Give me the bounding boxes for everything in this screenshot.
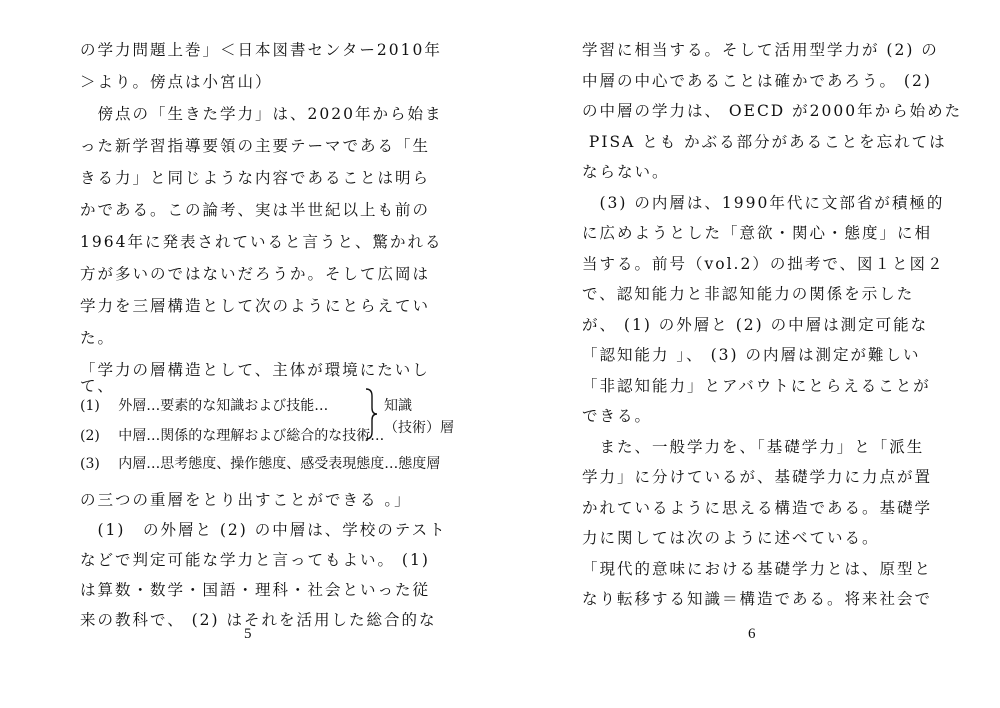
- body-line: また、一般学力を、「基礎学力」と「派生: [582, 437, 925, 456]
- body-line: 「非認知能力」とアバウトにとらえることが: [582, 376, 931, 395]
- body-line: は算数・数学・国語・理科・社会といった従: [80, 581, 431, 599]
- body-line: 方が多いのではないだろうか。そして広岡は: [80, 265, 431, 283]
- body-line: の三つの重層をとり出すことができる 。」: [80, 491, 412, 509]
- body-line: かれているように思える構造である。基礎学: [582, 498, 933, 517]
- body-line: て、: [80, 377, 115, 395]
- body-line: なり転移する知識＝構造である。将来社会で: [582, 590, 933, 608]
- body-line: (3) の内層は、1990年代に文部省が積極的: [582, 193, 945, 212]
- side-label-knowledge: 知識: [384, 398, 412, 414]
- side-label-skill-layer: （技術）層: [384, 420, 454, 436]
- body-line: で、認知能力と非認知能力の関係を示した: [582, 285, 915, 303]
- body-line: 当する。前号（vol.2）の拙考で、図１と図２: [582, 254, 945, 273]
- right-page: [500, 0, 1000, 708]
- body-line: の中層の学力は、 OECD が2000年から始めた: [582, 102, 963, 120]
- body-line: 学力を三層構造として次のようにとらえてい: [80, 297, 431, 315]
- body-line: の学力問題上巻」＜日本図書センター2010年: [80, 41, 442, 59]
- body-line: 傍点の「生きた学力」は、2020年から始ま: [80, 105, 443, 123]
- body-line: 力に関しては次のように述べている。: [582, 529, 880, 547]
- body-line: かである。この論考、実は半世紀以上も前の: [80, 201, 431, 219]
- body-line: PISA とも かぶる部分があることを忘れては: [582, 132, 947, 151]
- body-line: 中層の中心であることは確かであろう。 (2): [582, 71, 932, 90]
- body-line: が、 (1) の外層と (2) の中層は測定可能な: [582, 315, 929, 334]
- list-item: (1) 外層…要素的な知識および技能…: [80, 398, 329, 414]
- body-line: た。: [80, 329, 116, 347]
- body-line: ならない。: [582, 163, 670, 181]
- body-line: (1) の外層と (2) の中層は、学校のテスト: [80, 521, 447, 539]
- body-line: 学力」に分けているが、基礎学力に力点が置: [582, 468, 933, 486]
- body-line: 「認知能力 」、 (3) の内層は測定が難しい: [582, 346, 921, 364]
- body-line: 1964年に発表されていると言うと、驚かれる: [80, 233, 443, 251]
- body-line: 「現代的意味における基礎学力とは、原型と: [582, 559, 933, 578]
- body-line: 学習に相当する。そして活用型学力が (2) の: [582, 41, 939, 59]
- body-line: 「学力の層構造として、主体が環境にたいし: [80, 361, 430, 379]
- list-item: (3) 内層…思考態度、操作態度、感受表現態度…態度層: [80, 456, 441, 472]
- curly-brace-icon: [364, 388, 378, 440]
- page-number: 6: [748, 625, 756, 642]
- body-line: きる力」と同じような内容であることは明ら: [80, 169, 431, 187]
- body-line: った新学習指導要領の主要テーマである「生: [80, 137, 431, 155]
- list-item: (2) 中層…関係的な理解および総合的な技術…: [80, 428, 385, 444]
- page-number: 5: [244, 625, 252, 642]
- body-line: に広めようとした「意欲・関心・態度」に相: [582, 224, 933, 242]
- body-line: ＞より。傍点は小宮山）: [80, 73, 273, 91]
- body-line: などで判定可能な学力と言ってもよい。 (1): [80, 551, 430, 569]
- body-line: できる。: [582, 407, 653, 425]
- body-line: 来の教科で、 (2) はそれを活用した総合的な: [80, 611, 437, 629]
